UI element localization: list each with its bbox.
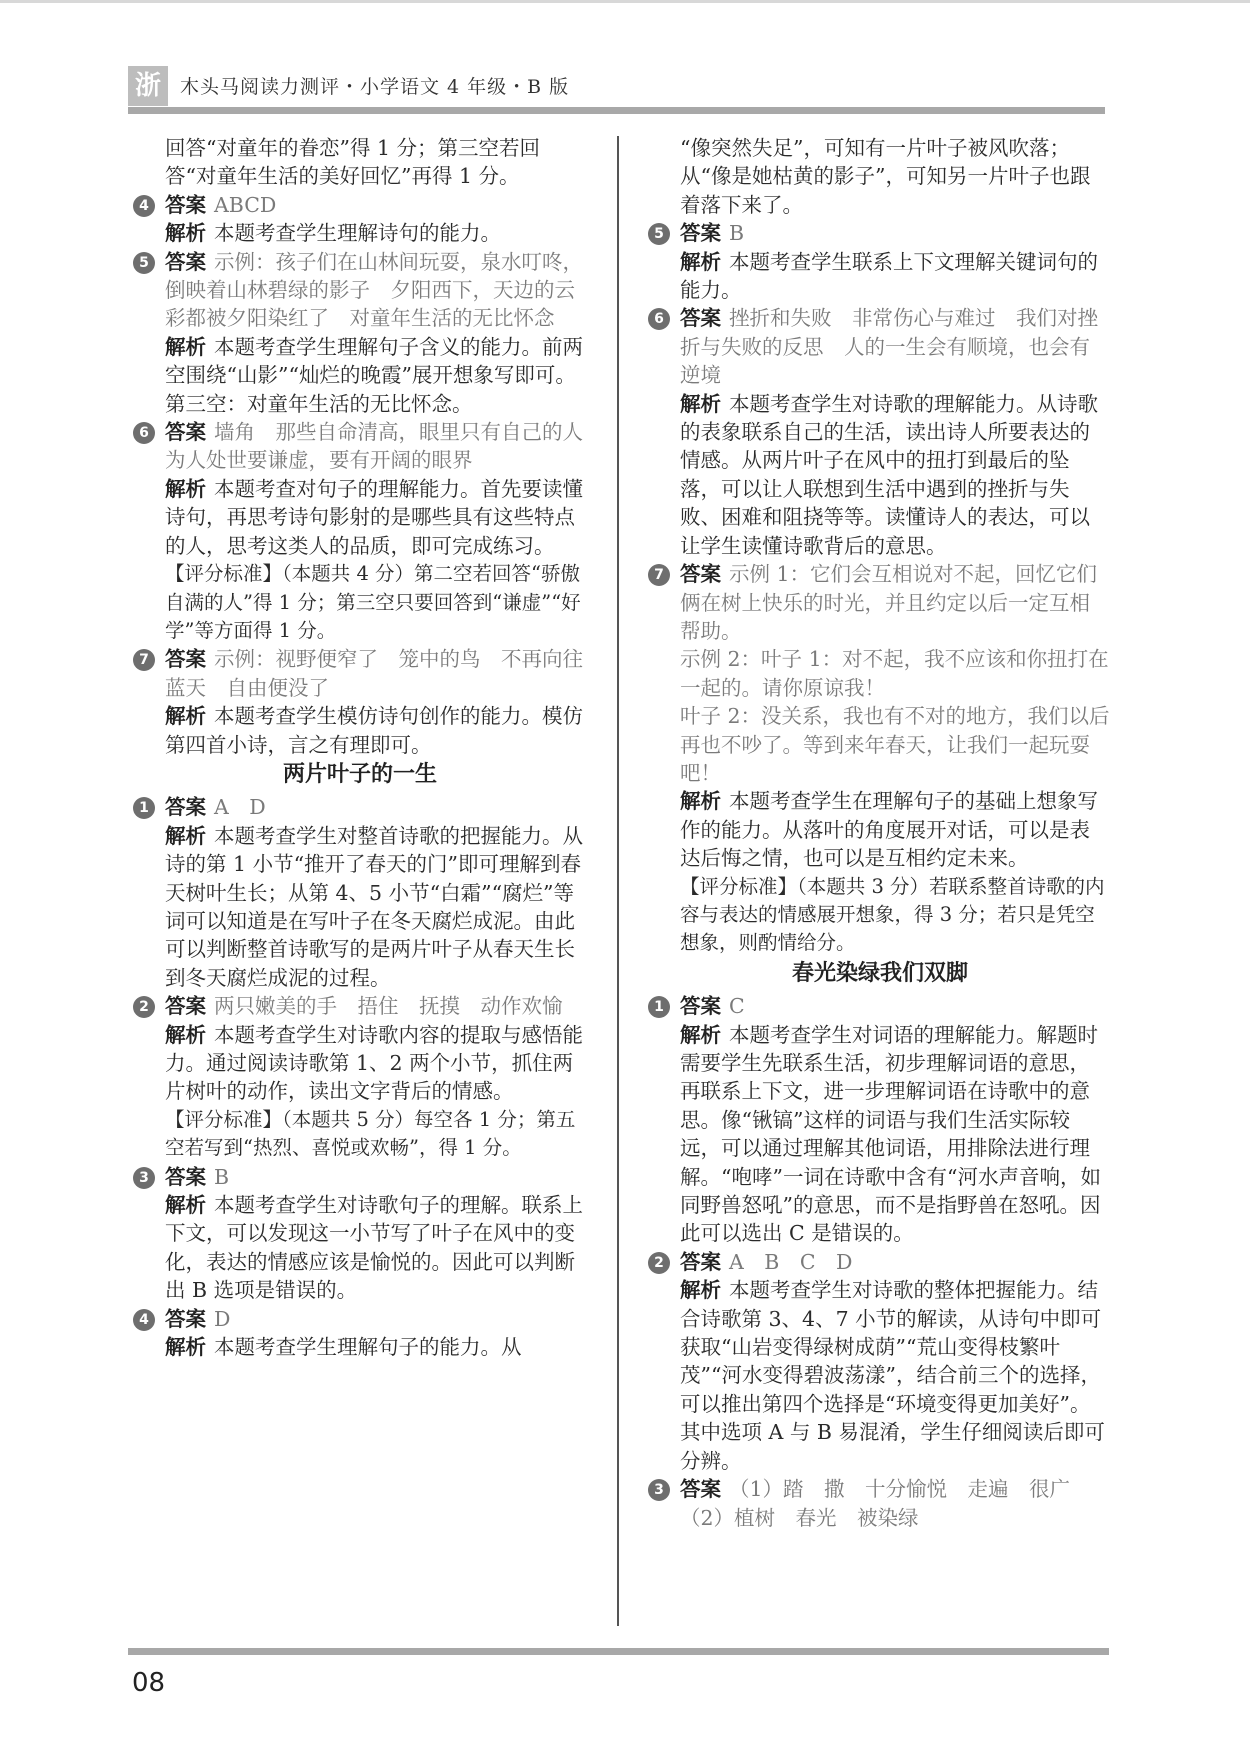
answer-label: 答案 <box>165 1306 206 1331</box>
question-2 <box>135 992 585 1020</box>
answer-text: 墙角 那些自命清高，眼里只有自己的人 为人处世要谦虚，要有开阔的眼界 <box>165 420 604 473</box>
page-header <box>128 66 1105 110</box>
question-7b <box>650 560 1110 645</box>
analysis-label: 解析 <box>165 823 206 848</box>
answer-label: 答案 <box>165 795 206 820</box>
question-2b <box>650 1248 1110 1276</box>
question-number: 4 <box>133 195 155 217</box>
answer-label: 答案 <box>680 994 721 1019</box>
answer-text: 示例：视野便窄了 笼中的鸟 不再向往蓝天 自由便没了 <box>165 647 583 700</box>
question-number: 7 <box>648 564 670 586</box>
answer-text: C <box>729 994 745 1019</box>
answer-label: 答案 <box>165 249 206 274</box>
analysis-text: 本题考查学生对诗歌的理解能力。从诗歌的表象联系自己的生活，读出诗人所要表达的情感。从两片叶子在风中的扭打到最后的坠落，可以让人联想到生活中遇到的挫折与失败、困难和阻挠等等。读懂诗人的表达，可以让学生读懂诗歌背后的意思。 <box>680 391 1098 558</box>
answer-text: 示例：孩子们在山林间玩耍，泉水叮咚，倒映着山林碧绿的影子 夕阳西下，天边的云彩都被夕阳染红了 对童年生活的无比怀念 <box>165 249 583 331</box>
question-4 <box>135 191 585 219</box>
question-1b <box>650 992 1110 1020</box>
analysis <box>135 702 585 759</box>
answer-text: A B C D <box>729 1249 853 1274</box>
answer-text: 挫折和失败 非常伤心与难过 我们对挫折与失败的反思 人的一生会有顺境，也会有逆境 <box>680 306 1098 388</box>
header-rule <box>128 107 1105 114</box>
answer-text: B <box>214 1164 230 1189</box>
answer-text: （1）踏 撒 十分愉悦 走遍 很广 <box>729 1477 1071 1502</box>
scoring-standard: 【评分标准】（本题共 4 分）第二空若回答“骄傲自满的人”得 1 分；第三空只要回答到“谦虚”“好学”等方面得 1 分。 <box>165 562 581 642</box>
analysis-label: 解析 <box>165 476 206 501</box>
analysis-text: 本题考查学生在理解句子的基础上想象写作的能力。从落叶的角度展开对话，可以是表达后悔之情，也可以是互相约定未来。 <box>680 789 1098 871</box>
analysis <box>650 787 1110 872</box>
analysis-text: 本题考查学生模仿诗句创作的能力。模仿第四首小诗，言之有理即可。 <box>165 704 583 757</box>
analysis-text: 本题考查学生对整首诗歌的把握能力。从诗的第 1 小节“推开了春天的门”即可理解到春天树叶生长；从第 4、5 小节“白霜”“腐烂”等词可以知道是在写叶子在冬天腐烂成泥。由此可以判断整首诗歌写的是两片叶子从春天生长到冬天腐烂成泥的过程。 <box>165 823 583 990</box>
footer-rule <box>128 1648 1109 1655</box>
analysis-text: 本题考查学生对词语的理解能力。解题时需要学生先联系生活，初步理解词语的意思，再联系上下文，进一步理解词语在诗歌中的意思。像“锹镐”这样的词语与我们生活实际较远，可以通过理解其他词语，用排除法进行理解。“咆哮”一词在诗歌中含有“河水声音响，如同野兽怒吼”的意思，而不是指野兽在怒吼。因此可以选出 C 是错误的。 <box>680 1022 1101 1246</box>
answer-text: ABCD <box>214 192 277 217</box>
answer-example-2-cont: 叶子 2：没关系，我也有不对的地方，我们以后再也不吵了。等到来年春天，让我们一起玩耍吧！ <box>680 704 1110 785</box>
question-number: 7 <box>133 649 155 671</box>
analysis <box>135 1021 585 1106</box>
question-4b <box>135 1305 585 1333</box>
analysis-text: 本题考查学生对诗歌句子的理解。联系上下文，可以发现这一小节写了叶子在风中的变化，表达的情感应该是愉悦的。因此可以判断出 B 选项是错误的。 <box>165 1193 583 1303</box>
analysis <box>650 248 1110 305</box>
answer-label: 答案 <box>680 221 721 246</box>
question-3b <box>650 1475 1110 1503</box>
analysis <box>650 390 1110 560</box>
analysis-label: 解析 <box>165 1193 206 1218</box>
analysis-label: 解析 <box>680 391 721 416</box>
analysis <box>135 1333 585 1361</box>
answer-label: 答案 <box>680 1249 721 1274</box>
answer-label: 答案 <box>680 1477 721 1502</box>
answer-label: 答案 <box>165 420 206 445</box>
question-number: 1 <box>133 797 155 819</box>
question-number: 3 <box>648 1479 670 1501</box>
question-number: 4 <box>133 1309 155 1331</box>
analysis-label: 解析 <box>165 1022 206 1047</box>
question-6b <box>650 304 1110 389</box>
right-column <box>650 134 1110 1532</box>
analysis-text: 本题考查学生理解句子含义的能力。前两空围绕“山影”“灿烂的晚霞”展开想象写即可。第三空：对童年生活的无比怀念。 <box>165 334 583 416</box>
answer-label: 答案 <box>165 1164 206 1189</box>
answer-text: B <box>729 221 745 246</box>
continued-text: “像突然失足”，可知有一片叶子被风吹落；从“像是她枯黄的影子”，可知另一片叶子也跟着落下来了。 <box>680 136 1091 217</box>
left-column <box>135 134 604 1361</box>
analysis <box>135 219 585 247</box>
continued-text: 回答“对童年的眷恋”得 1 分；第三空若回答“对童年生活的美好回忆”再得 1 分。 <box>165 136 541 189</box>
analysis-label: 解析 <box>165 221 206 246</box>
answer-label: 答案 <box>165 192 206 217</box>
answer-line-2: （2）植树 春光 被染绿 <box>680 1505 919 1530</box>
answer-label: 答案 <box>165 647 206 672</box>
question-number: 6 <box>648 308 670 330</box>
analysis-label: 解析 <box>165 704 206 729</box>
analysis-label: 解析 <box>165 334 206 359</box>
answer-example-2: 示例 2：叶子 1：对不起，我不应该和你扭打在一起的。请你原谅我！ <box>680 647 1109 700</box>
answer-text: 两只嫩美的手 捂住 抚摸 动作欢愉 <box>214 994 563 1019</box>
analysis-label: 解析 <box>680 249 721 274</box>
analysis <box>135 333 585 418</box>
question-number: 1 <box>648 996 670 1018</box>
section-title: 春光染绿我们双脚 <box>791 960 968 986</box>
answer-label: 答案 <box>165 994 206 1019</box>
question-number: 3 <box>133 1167 155 1189</box>
top-edge-line <box>0 0 1250 3</box>
section-title: 两片叶子的一生 <box>282 761 437 787</box>
scoring-standard: 【评分标准】（本题共 3 分）若联系整首诗歌的内容与表达的情感展开想象，得 3 分；若只是凭空想象，则酌情给分。 <box>680 874 1105 955</box>
analysis-text: 本题考查对句子的理解能力。首先要读懂诗句，再思考诗句影射的是哪些具有这些特点的人，思考这类人的品质，即可完成练习。 <box>165 476 583 558</box>
question-6 <box>135 418 604 475</box>
analysis-label: 解析 <box>680 1022 721 1047</box>
answer-text: 示例 1：它们会互相说对不起，回忆它们俩在树上快乐的时光，并且约定以后一定互相帮助。 <box>680 562 1098 643</box>
header-title: 木头马阅读力测评・小学语文 4 年级・B 版 <box>180 76 570 98</box>
analysis-text: 本题考查学生理解句子的能力。从 <box>214 1335 522 1360</box>
answer-text: D <box>214 1306 231 1331</box>
answer-label: 答案 <box>680 562 721 587</box>
column-divider <box>617 136 619 1626</box>
question-number: 5 <box>648 223 670 245</box>
question-number: 5 <box>133 252 155 274</box>
answer-text: A D <box>214 795 266 820</box>
analysis <box>135 1191 585 1305</box>
analysis <box>650 1276 1110 1475</box>
analysis-text: 本题考查学生联系上下文理解关键词句的能力。 <box>680 249 1098 303</box>
question-3 <box>135 1163 585 1191</box>
question-number: 2 <box>648 1252 670 1274</box>
question-5 <box>135 248 585 333</box>
question-5b <box>650 219 1110 247</box>
question-number: 6 <box>133 422 155 444</box>
question-number: 2 <box>133 996 155 1018</box>
analysis-label: 解析 <box>680 1278 721 1303</box>
question-7 <box>135 645 585 702</box>
question-1 <box>135 793 585 821</box>
analysis-label: 解析 <box>165 1335 206 1360</box>
analysis-label: 解析 <box>680 789 721 814</box>
analysis-text: 本题考查学生理解诗句的能力。 <box>214 221 501 246</box>
analysis <box>650 1021 1110 1248</box>
province-logo: 浙 <box>128 66 168 106</box>
analysis <box>135 822 585 992</box>
answer-label: 答案 <box>680 306 721 331</box>
analysis-text: 本题考查学生对诗歌内容的提取与感悟能力。通过阅读诗歌第 1、2 两个小节，抓住两片树叶的动作，读出文字背后的情感。 <box>165 1022 583 1104</box>
analysis <box>135 475 585 560</box>
scoring-standard: 【评分标准】（本题共 5 分）每空各 1 分；第五空若写到“热烈、喜悦或欢畅”，得 1 分。 <box>165 1107 576 1160</box>
page-number: 08 <box>132 1668 166 1698</box>
analysis-text: 本题考查学生对诗歌的整体把握能力。结合诗歌第 3、4、7 小节的解读，从诗句中即可获取“山岩变得绿树成荫”“荒山变得枝繁叶茂”“河水变得碧波荡漾”，结合前三个的选择，可以推出第四个选择是“环境变得更加美好”。其中选项 A 与 B 易混淆，学生仔细阅读后即可分辨。 <box>680 1278 1105 1473</box>
